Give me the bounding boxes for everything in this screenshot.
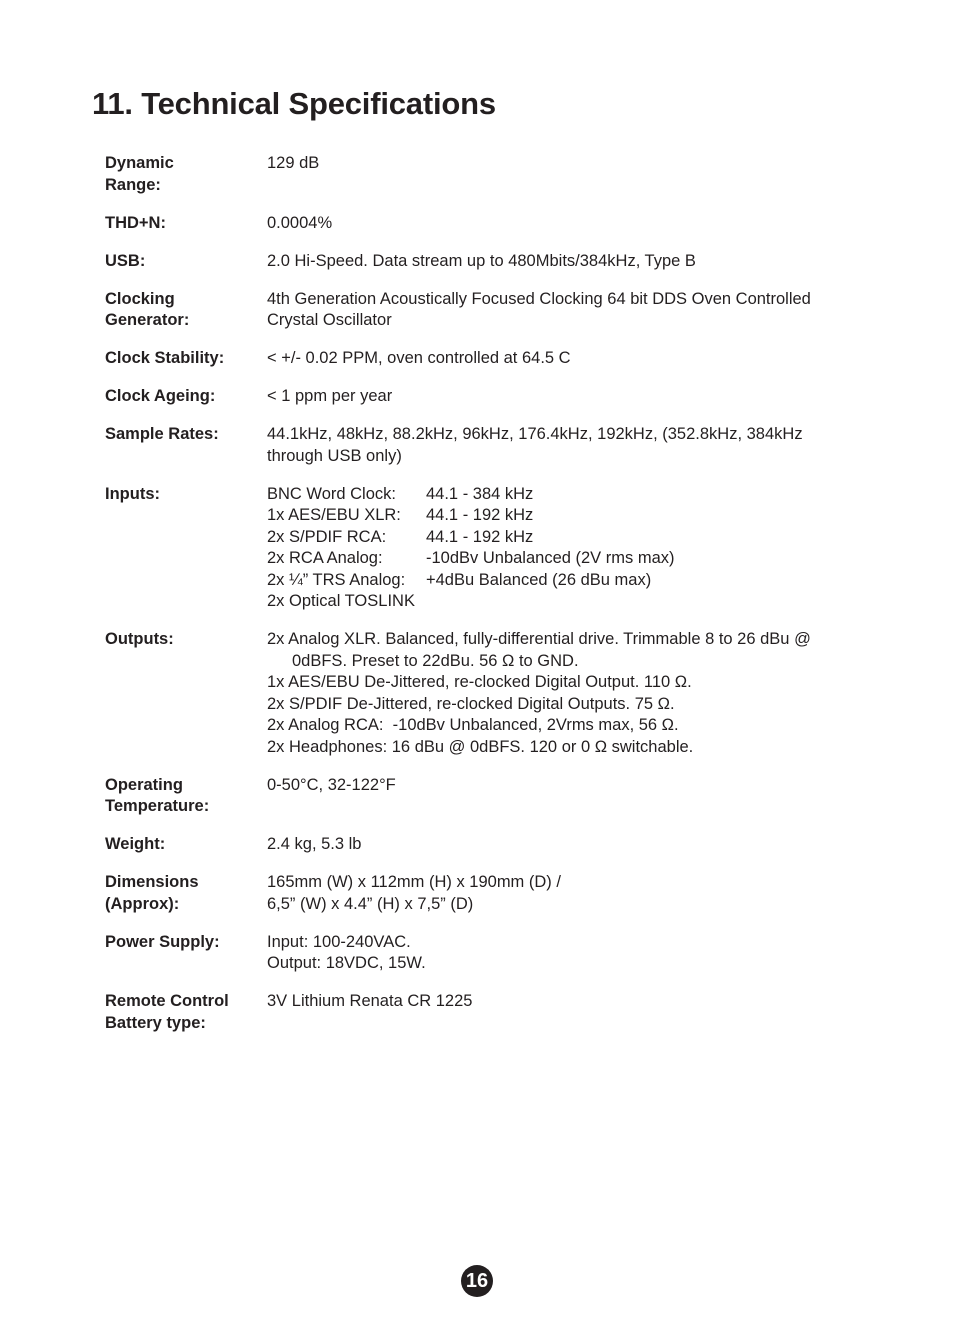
spec-label-line: Dimensions [105,873,199,891]
spec-label-line: Clock Ageing: [105,387,216,405]
spec-label [105,629,267,758]
spec-label [105,424,267,467]
spec-label [105,213,267,235]
input-name: 2x S/PDIF RCA: [267,527,387,546]
spec-label [105,991,267,1034]
spec-label-line: Battery type: [105,1013,206,1032]
spec-value-line: Input: 100-240VAC. [267,932,411,951]
input-item [267,591,865,613]
spec-label-line: THD+N: [105,213,166,232]
input-item [267,548,865,570]
spec-label [105,484,267,613]
spec-label-line: (Approx): [105,894,180,913]
spec-label-line: Operating [105,775,183,794]
spec-label-line: Remote Control [105,992,229,1010]
spec-label [105,872,267,915]
spec-row-outputs [105,629,865,758]
spec-value-line: 4th Generation Acoustically Focused Clocking 64 bit DDS Oven Controlled [267,289,811,308]
spec-value [267,932,865,975]
input-item [267,505,865,527]
spec-label [105,932,267,975]
input-name: 2x ¼” TRS Analog: [267,570,406,589]
spec-label [105,289,267,332]
spec-label-line: Generator: [105,311,190,329]
spec-row-usb [105,251,865,273]
spec-value-line: 2x Analog XLR. Balanced, fully-differential drive. Trimmable 8 to 26 dBu @ [267,630,811,648]
input-spec: 44.1 - 192 kHz [426,506,534,524]
spec-row-inputs [105,484,865,613]
spec-value [267,991,865,1034]
spec-value-line: 165mm (W) x 112mm (H) x 190mm (D) / [267,873,561,891]
spec-label [105,251,267,273]
spec-label-line: Clock Stability: [105,349,225,367]
spec-value-line: 44.1kHz, 48kHz, 88.2kHz, 96kHz, 176.4kHz, 192kHz, (352.8kHz, 384kHz [267,425,803,443]
spec-row-operating-temperature [105,775,865,818]
specs-table [105,153,865,1051]
spec-row-weight [105,834,865,856]
spec-value [267,629,865,758]
spec-value-line: < +/- 0.02 PPM, oven controlled at 64.5 C [267,349,571,367]
spec-label-line: Power Supply: [105,932,220,951]
spec-value [267,153,865,196]
spec-label [105,153,267,196]
spec-value-line: 2x S/PDIF De-Jittered, re-clocked Digital Outputs. 75 Ω. [267,694,675,713]
spec-value-line: 1x AES/EBU De-Jittered, re-clocked Digital Output. 110 Ω. [267,673,692,691]
spec-value [267,289,865,332]
input-spec: -10dBv Unbalanced (2V rms max) [426,549,675,567]
input-spec: +4dBu Balanced (26 dBu max) [426,570,652,589]
input-name: 2x RCA Analog: [267,549,383,567]
spec-label [105,834,267,856]
spec-value [267,386,865,408]
spec-value-line: 0dBFS. Preset to 22dBu. 56 Ω to GND. [292,651,579,670]
spec-row-power-supply [105,932,865,975]
input-name: 1x AES/EBU XLR: [267,506,401,524]
spec-row-thd-n [105,213,865,235]
input-spec: 44.1 - 192 kHz [426,527,534,546]
spec-value [267,251,865,273]
spec-value-line: 129 dB [267,154,320,172]
input-item [267,527,865,549]
spec-value [267,834,865,856]
spec-label-line: Sample Rates: [105,425,219,443]
spec-value [267,424,865,467]
spec-label [105,386,267,408]
spec-value [267,348,865,370]
spec-label-line: Temperature: [105,797,210,815]
page-title: 11. Technical Specifications [92,86,496,121]
spec-value-line: Crystal Oscillator [267,311,392,329]
page-number-badge: 16 [461,1265,493,1297]
spec-label [105,775,267,818]
spec-label-line: Clocking [105,289,175,308]
input-name: BNC Word Clock: [267,484,396,503]
spec-value-line: 2.0 Hi-Speed. Data stream up to 480Mbits/384kHz, Type B [267,251,696,270]
spec-value-line: 0-50°C, 32-122°F [267,775,396,794]
spec-label [105,348,267,370]
spec-value-line: < 1 ppm per year [267,387,393,405]
spec-value-line: 2x Analog RCA: -10dBv Unbalanced, 2Vrms max, 56 Ω. [267,716,679,734]
spec-row-remote-battery [105,991,865,1034]
spec-value-line: 0.0004% [267,213,333,232]
spec-label-line: Outputs: [105,630,174,648]
spec-value [267,484,865,613]
spec-label-line: Dynamic [105,154,174,172]
spec-value-line: 3V Lithium Renata CR 1225 [267,992,473,1010]
input-name: 2x Optical TOSLINK [267,592,415,610]
spec-value [267,213,865,235]
spec-label-line: Weight: [105,835,166,853]
spec-value [267,872,865,915]
spec-label-line: USB: [105,251,146,270]
spec-row-dimensions [105,872,865,915]
spec-value-line: through USB only) [267,446,402,465]
spec-value-line: 2x Headphones: 16 dBu @ 0dBFS. 120 or 0 Ω switchable. [267,737,694,756]
input-spec: 44.1 - 384 kHz [426,484,534,503]
spec-value-line: 2.4 kg, 5.3 lb [267,835,362,853]
spec-label-line: Range: [105,175,161,194]
spec-row-clocking-generator [105,289,865,332]
spec-label-line: Inputs: [105,484,160,503]
spec-value-line: 6,5” (W) x 4.4” (H) x 7,5” (D) [267,894,474,913]
input-item [267,484,865,506]
spec-row-dynamic-range [105,153,865,196]
spec-row-clock-ageing [105,386,865,408]
spec-row-sample-rates [105,424,865,467]
spec-row-clock-stability [105,348,865,370]
input-item [267,570,865,592]
spec-value-line: Output: 18VDC, 15W. [267,954,426,972]
spec-value [267,775,865,818]
